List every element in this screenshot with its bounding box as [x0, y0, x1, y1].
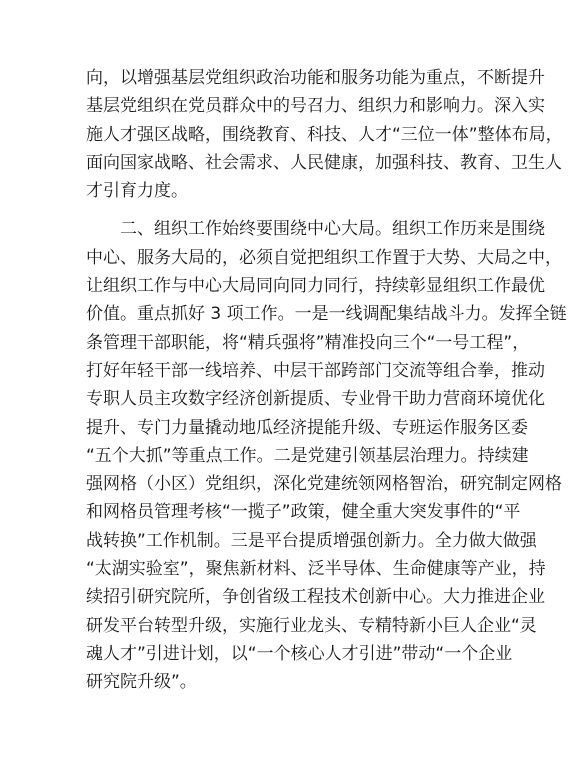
text-line: 打好年轻干部一线培养、中层干部跨部门交流等组合拳，推动 [86, 360, 545, 381]
text-line: 二、组织工作始终要围绕中心大局。组织工作历来是围绕 [86, 219, 545, 240]
text-line: 研发平台转型升级，实施行业龙头、专精特新小巨人企业“灵 [86, 615, 537, 636]
text-line: 让组织工作与中心大局同向同力同行，持续彰显组织工作最优 [86, 276, 545, 297]
paragraph-gap [86, 205, 506, 215]
text-line: 价值。重点抓好 3 项工作。一是一线调配集结战斗力。发挥全链 [86, 304, 567, 325]
text-line: 研究院升级”。 [86, 672, 197, 693]
text-line: 战转换”工作机制。三是平台提质增强创新力。全力做大做强 [86, 530, 537, 551]
text-line: 面向国家战略、社会需求、人民健康，加强科技、教育、卫生人 [86, 152, 562, 173]
text-line: 中心、服务大局的，必须自觉把组织工作置于大势、大局之中， [86, 247, 562, 268]
text-line: 魂人才”引进计划，以“一个核心人才引进”带动“一个企业 [86, 643, 513, 664]
text-line: 条管理干部职能，将“精兵强将”精准投向三个“一号工程”， [86, 332, 530, 353]
paragraph-2 [86, 215, 567, 696]
text-line: “太湖实验室”，聚焦新材料、泛半导体、生命健康等产业，持 [86, 559, 546, 580]
text-line: 向，以增强基层党组织政治功能和服务功能为重点，不断提升 [86, 68, 545, 88]
paragraph-1 [86, 64, 563, 205]
text-line: 强网格（小区）党组织，深化党建统领网格智治，研究制定网格 [86, 474, 562, 495]
text-line: “五个大抓”等重点工作。二是党建引领基层治理力。持续建 [86, 445, 529, 466]
document-body [86, 64, 567, 697]
text-line: 专职人员主攻数字经济创新提质、专业骨干助力营商环境优化 [86, 389, 545, 410]
text-line: 施人才强区战略，围绕教育、科技、人才“三位一体”整体布局， [86, 124, 563, 145]
text-line: 提升、专门力量撬动地瓜经济提能升级、专班运作服务区委 [86, 417, 528, 438]
text-line: 续招引研究院所，争创省级工程技术创新中心。大力推进企业 [86, 587, 545, 608]
text-line: 才引育力度。 [86, 181, 188, 202]
text-line: 基层党组织在党员群众中的号召力、组织力和影响力。深入实 [86, 96, 545, 117]
text-line: 和网格员管理考核“一揽子”政策，健全重大突发事件的“平 [86, 502, 521, 523]
